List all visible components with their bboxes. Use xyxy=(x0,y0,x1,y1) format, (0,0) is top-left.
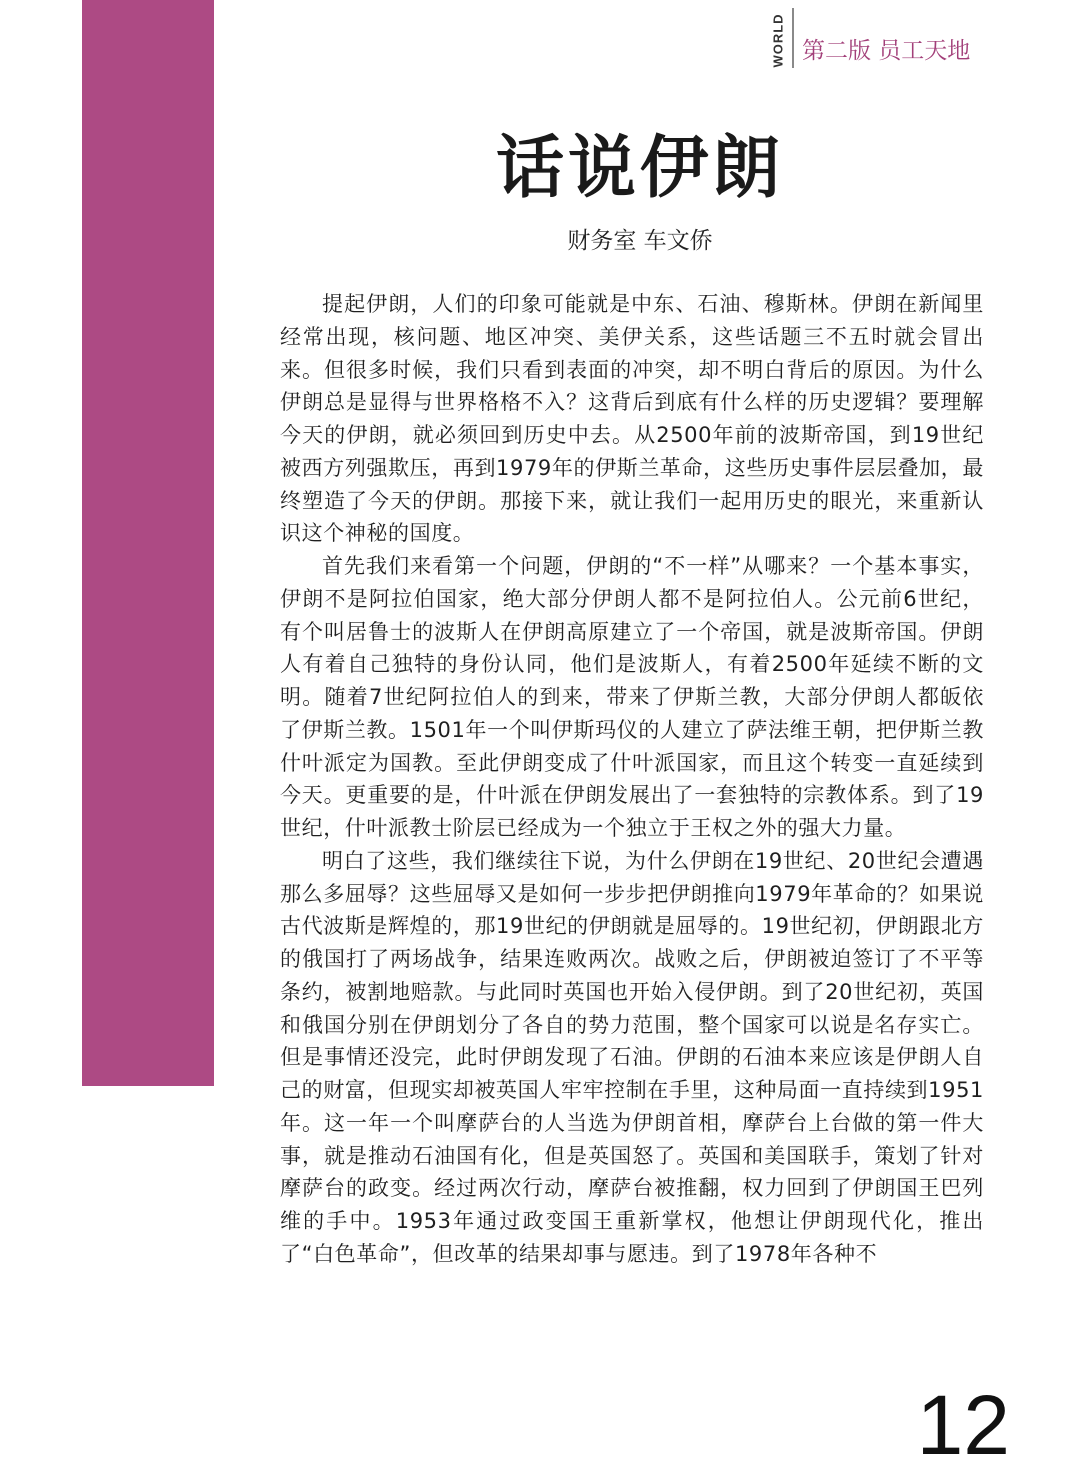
article-byline: 财务室 车文侨 xyxy=(567,228,713,254)
header-vertical-label xyxy=(763,12,793,68)
accent-side-bar xyxy=(82,0,214,1086)
section-label: 第二版 员工天地 xyxy=(802,38,971,64)
header-divider xyxy=(792,8,794,68)
article-body xyxy=(280,288,984,1271)
world-label: WORLD xyxy=(770,12,786,68)
paragraph: 提起伊朗，人们的印象可能就是中东、石油、穆斯林。伊朗在新闻里经常出现，核问题、地区冲突、美伊关系，这些话题三不五时就会冒出来。但很多时候，我们只看到表面的冲突，却不明白背后的原因。为什么伊朗总是显得与世界格格不入？这背后到底有什么样的历史逻辑？要理解今天的伊朗，就必须回到历史中去。从2500年前的波斯帝国，到19世纪被西方列强欺压，再到1979年的伊斯兰革命，这些历史事件层层叠加，最终塑造了今天的伊朗。那接下来，就让我们一起用历史的眼光，来重新认识这个神秘的国度。 xyxy=(280,292,984,546)
article-title: 话说伊朗 xyxy=(495,129,784,208)
paragraph: 首先我们来看第一个问题，伊朗的“不一样”从哪来？一个基本事实，伊朗不是阿拉伯国家，绝大部分伊朗人都不是阿拉伯人。公元前6世纪，有个叫居鲁士的波斯人在伊朗高原建立了一个帝国，就是波斯帝国。伊朗人有着自己独特的身份认同，他们是波斯人，有着2500年延续不断的文明。随着7世纪阿拉伯人的到来，带来了伊斯兰教，大部分伊朗人都皈依了伊斯兰教。1501年一个叫伊斯玛仪的人建立了萨法维王朝，把伊斯兰教什叶派定为国教。至此伊朗变成了什叶派国家，而且这个转变一直延续到今天。更重要的是，什叶派在伊朗发展出了一套独特的宗教体系。到了19世纪，什叶派教士阶层已经成为一个独立于王权之外的强大力量。 xyxy=(280,554,984,840)
paragraph: 明白了这些，我们继续往下说，为什么伊朗在19世纪、20世纪会遭遇那么多屈辱？这些屈辱又是如何一步步把伊朗推向1979年革命的？如果说古代波斯是辉煌的，那19世纪的伊朗就是屈辱的。19世纪初，伊朗跟北方的俄国打了两场战争，结果连败两次。战败之后，伊朗被迫签订了不平等条约，被割地赔款。与此同时英国也开始入侵伊朗。到了20世纪初，英国和俄国分别在伊朗划分了各自的势力范围，整个国家可以说是名存实亡。但是事情还没完，此时伊朗发现了石油。伊朗的石油本来应该是伊朗人自己的财富，但现实却被英国人牢牢控制在手里，这种局面一直持续到1951年。这一年一个叫摩萨台的人当选为伊朗首相，摩萨台上台做的第一件大事，就是推动石油国有化，但是英国怒了。英国和美国联手，策划了针对摩萨台的政变。经过两次行动，摩萨台被推翻，权力回到了伊朗国王巴列维的手中。1953年通过政变国王重新掌权，他想让伊朗现代化，推出了“白色革命”，但改革的结果却事与愿违。到了1978年各种不 xyxy=(280,848,984,1266)
page-number: 12 xyxy=(916,1378,1010,1472)
